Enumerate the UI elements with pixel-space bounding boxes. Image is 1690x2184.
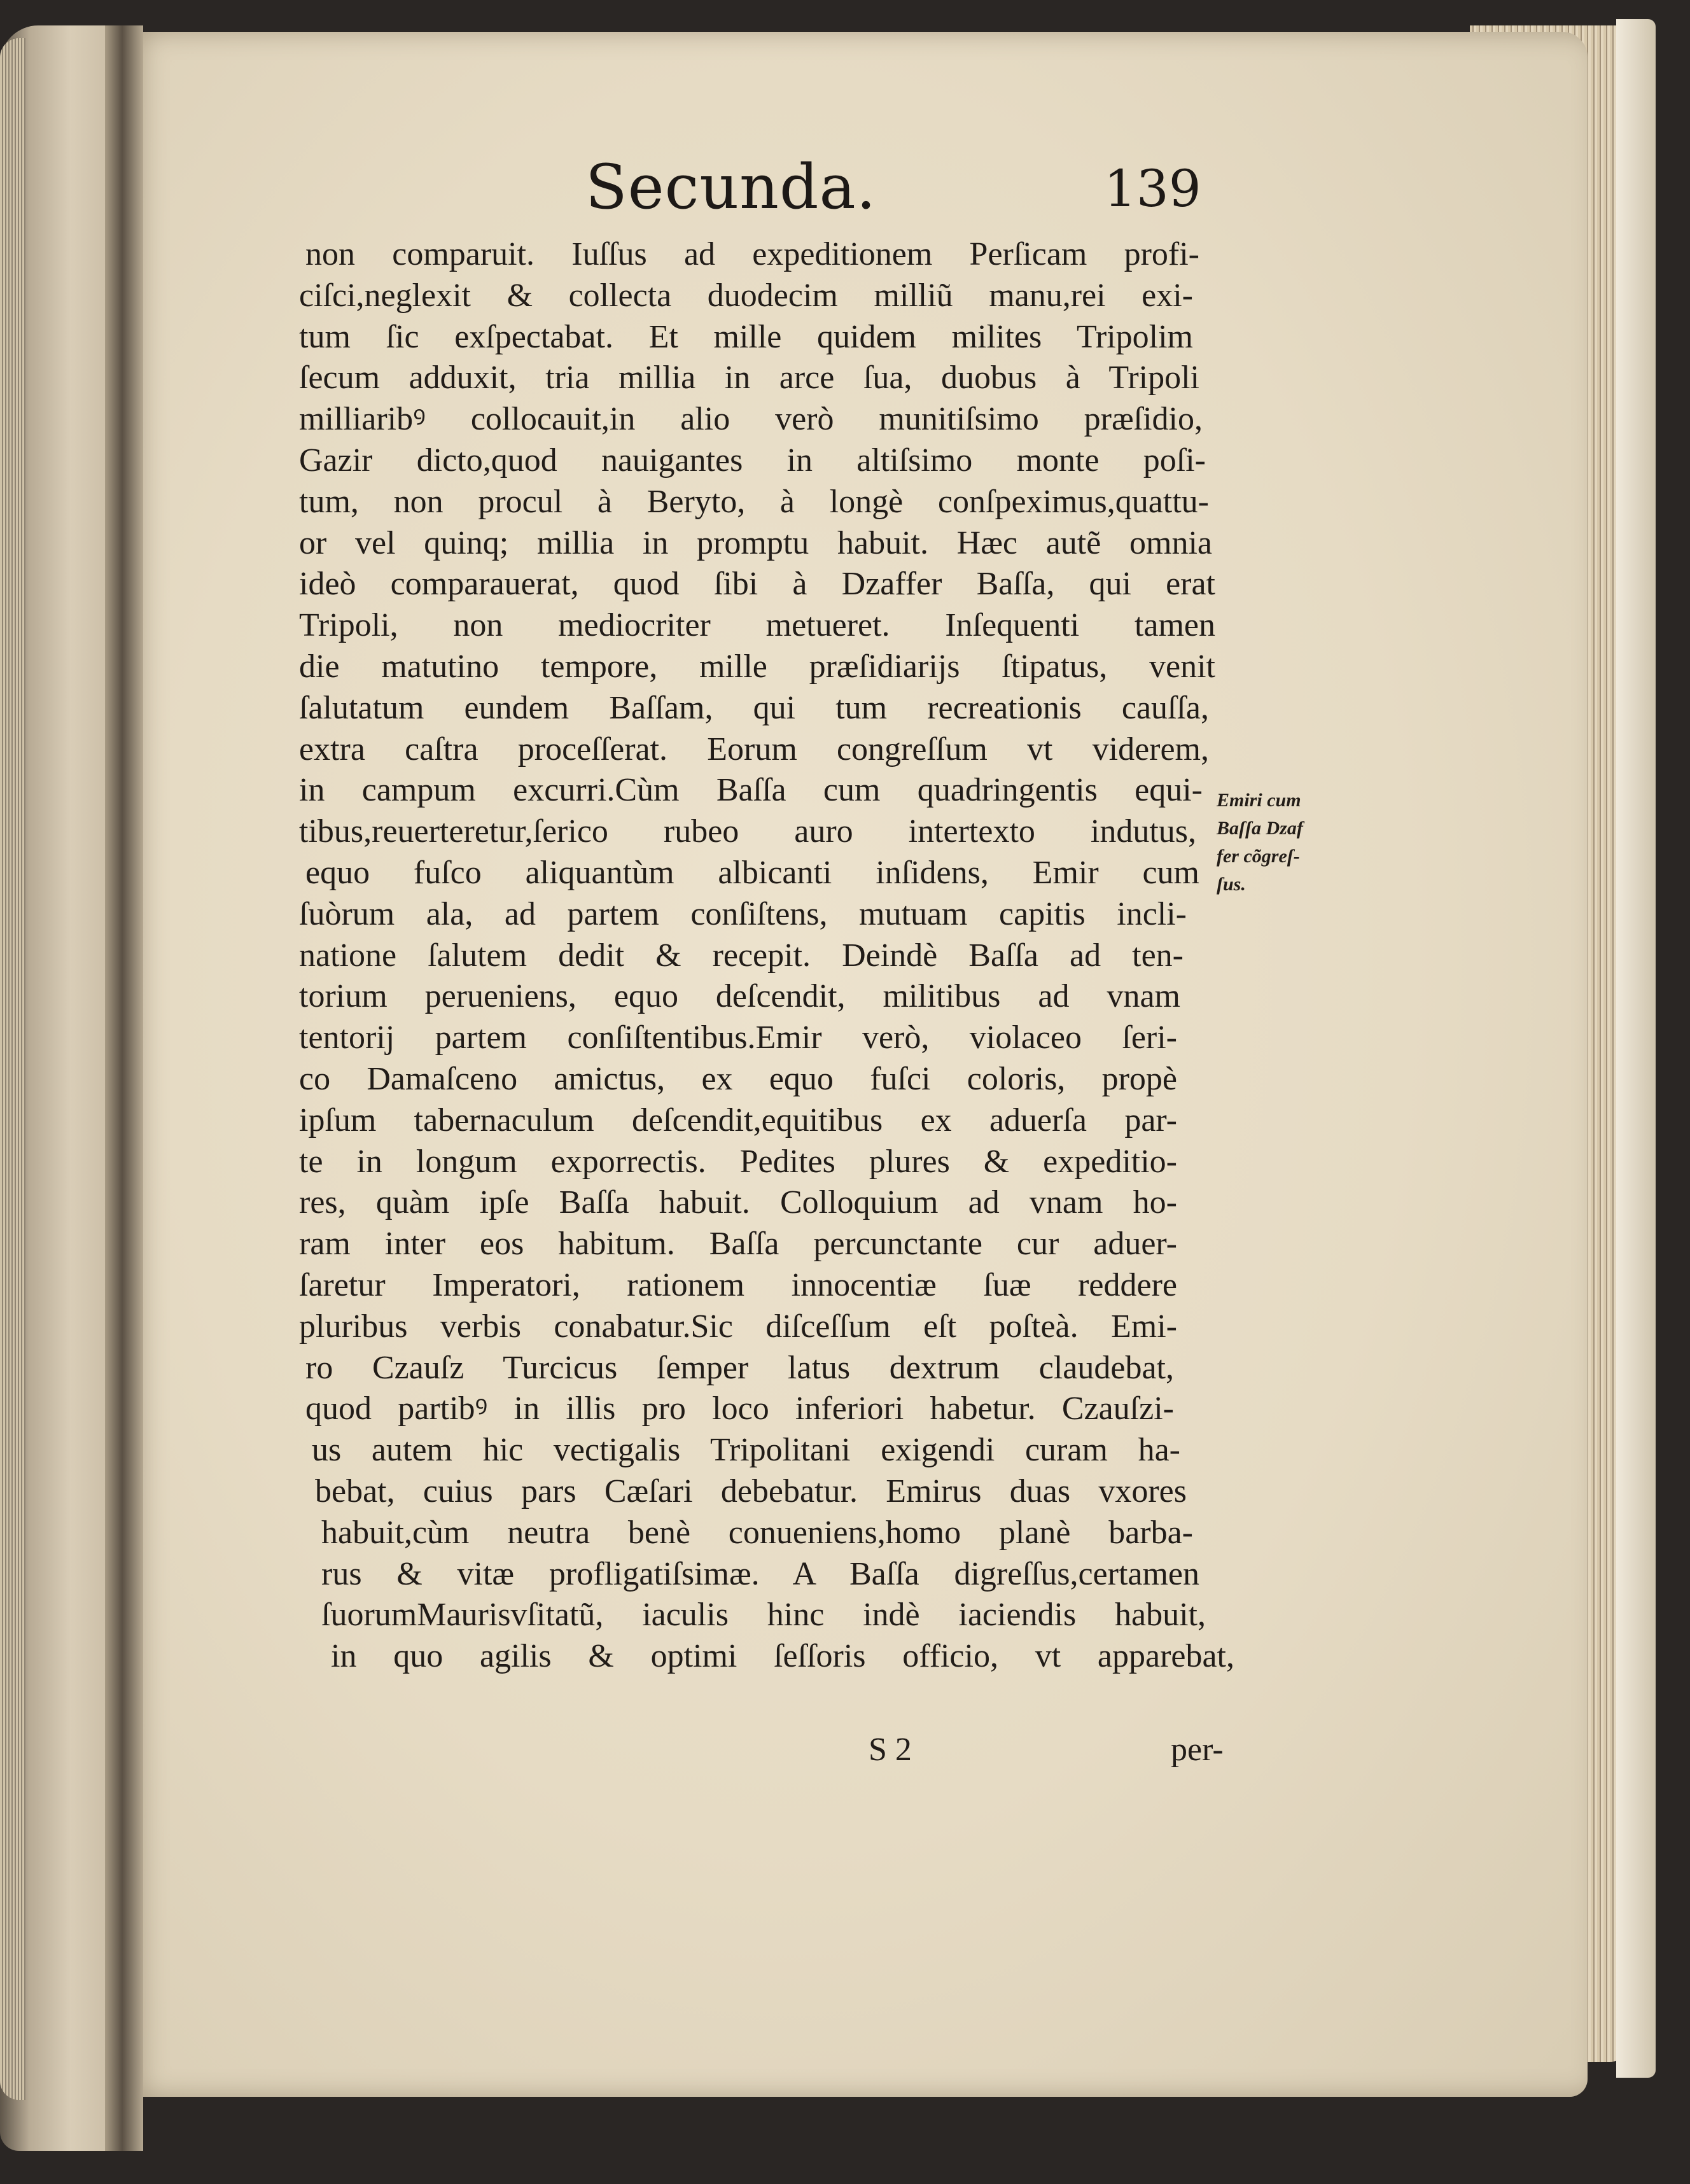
text-line: Tripoli, non mediocriter metueret. Inſequenti tamen xyxy=(299,607,1215,644)
signature-mark: S 2 xyxy=(869,1732,912,1768)
marginal-note-line: Baſſa Dzaf xyxy=(1217,818,1303,839)
text-line: ideò comparauerat, quod ſibi à Dzaffer Baſſa, qui erat xyxy=(299,566,1215,603)
text-line: tum, non procul à Beryto, à longè conſpeximus,quattu- xyxy=(299,483,1209,520)
text-line: bebat, cuius pars Cæſari debebatur. Emirus duas vxores xyxy=(315,1473,1187,1509)
text-line: milliaribꝰ collocauit,in alio verò munitiſsimo præſidio, xyxy=(299,401,1203,438)
text-line: habuit,cùm neutra benè conueniens,homo planè barba- xyxy=(321,1514,1193,1551)
text-line: rus & vitæ profligatiſsimæ. A Baſſa digreſſus,certamen xyxy=(321,1555,1199,1592)
text-line: ſalutatum eundem Baſſam, qui tum recreationis cauſſa, xyxy=(299,689,1209,726)
text-line: torium perueniens, equo deſcendit, militibus ad vnam xyxy=(299,978,1180,1015)
text-line: ipſum tabernaculum deſcendit,equitibus ex aduerſa par- xyxy=(299,1102,1177,1138)
text-line: non comparuit. Iuſſus ad expeditionem Perſicam profi- xyxy=(305,236,1199,272)
text-line: ſaretur Imperatori, rationem innocentiæ ſuæ reddere xyxy=(299,1267,1177,1303)
marginal-note-line: fer cõgreſ- xyxy=(1217,846,1300,867)
page-number: 139 xyxy=(1104,159,1201,218)
catchword: per- xyxy=(1171,1732,1224,1768)
text-line: us autem hic vectigalis Tripolitani exigendi curam ha- xyxy=(312,1432,1180,1469)
text-line: ſuòrum ala, ad partem conſiſtens, mutuam capitis incli- xyxy=(299,895,1187,932)
text-line: tentorij partem conſiſtentibus.Emir verò, violaceo ſeri- xyxy=(299,1019,1177,1056)
text-line: tibus,reuerteretur,ſerico rubeo auro intertexto indutus, xyxy=(299,813,1196,850)
text-line: natione ſalutem dedit & recepit. Deindè Baſſa ad ten- xyxy=(299,937,1184,974)
text-line: ram inter eos habitum. Baſſa percunctante cur aduer- xyxy=(299,1226,1177,1263)
text-line: Gazir dicto,quod nauigantes in altiſsimo monte poſi- xyxy=(299,442,1206,479)
text-line: extra caſtra proceſſerat. Eorum congreſſum vt viderem, xyxy=(299,731,1209,767)
text-line: res, quàm ipſe Baſſa habuit. Colloquium ad vnam ho- xyxy=(299,1184,1177,1221)
text-line: in campum excurri.Cùm Baſſa cum quadringentis equi- xyxy=(299,772,1203,809)
text-line: te in longum exporrectis. Pedites plures & expeditio- xyxy=(299,1143,1177,1180)
text-line: ſecum adduxit, tria millia in arce ſua, duobus à Tripoli xyxy=(299,360,1199,396)
text-line: or vel quinq; millia in promptu habuit. Hæc autẽ omnia xyxy=(299,524,1212,561)
text-line: in quo agilis & optimi ſeſſoris officio, vt apparebat, xyxy=(331,1638,1234,1675)
running-title: Secunda. xyxy=(585,151,877,223)
marginal-note-line: Emiri cum xyxy=(1217,790,1301,811)
marginal-note-line: ſus. xyxy=(1217,874,1246,895)
text-line: equo fuſco aliquantùm albicanti inſidens, Emir cum xyxy=(305,855,1199,891)
text-line: ciſci,neglexit & collecta duodecim milliũ manu,rei exi- xyxy=(299,277,1193,314)
text-line: ro Czauſz Turcicus ſemper latus dextrum claudebat, xyxy=(305,1349,1174,1386)
text-line: co Damaſceno amictus, ex equo fuſci coloris, propè xyxy=(299,1061,1177,1097)
text-line: pluribus verbis conabatur.Sic diſceſſum eſt poſteà. Emi- xyxy=(299,1308,1177,1345)
text-line: quod partibꝰ in illis pro loco inferiori habetur. Czauſzi- xyxy=(305,1390,1174,1427)
text-line: tum ſic exſpectabat. Et mille quidem milites Tripolim xyxy=(299,318,1193,355)
text-line: die matutino tempore, mille præſidiarijs ſtipatus, venit xyxy=(299,648,1215,685)
text-line: ſuorumMaurisvſitatũ, iaculis hinc indè iaciendis habuit, xyxy=(321,1597,1206,1634)
